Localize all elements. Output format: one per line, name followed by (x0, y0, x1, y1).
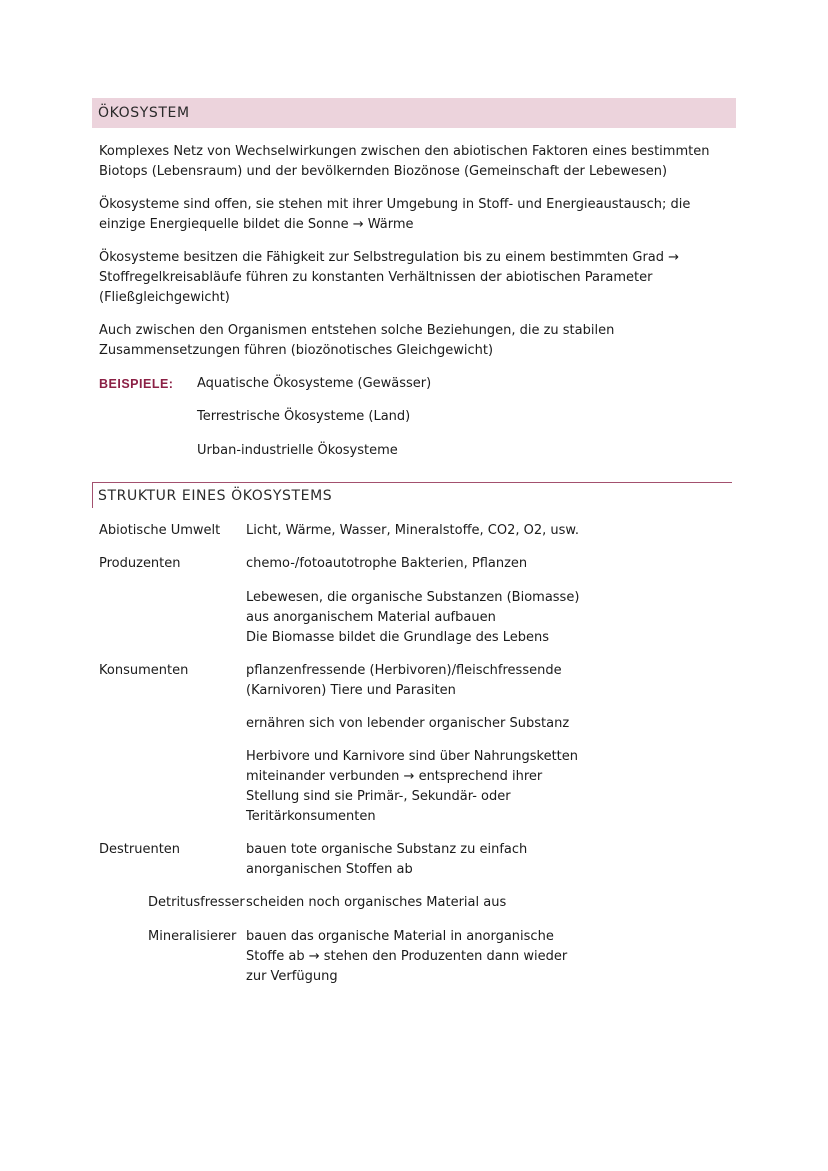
text-line: Die Biomasse bildet die Grundlage des Lebens (246, 630, 550, 645)
definition-mineralisierer (246, 927, 606, 987)
text-line: Komplexes Netz von Wechselwirkungen zwischen den abiotischen Faktoren eines bestimmten (99, 144, 710, 159)
text-line: aus anorganischem Material aufbauen (246, 610, 496, 625)
definition-produzenten-2 (246, 588, 606, 648)
text-line: Herbivore und Karnivore sind über Nahrungsketten (246, 749, 578, 764)
text-line: Teritärkonsumenten (246, 809, 376, 824)
text-line: (Karnivoren) Tiere und Parasiten (246, 683, 456, 698)
text-line: pflanzenfressende (Herbivoren)/fleischfressende (246, 663, 562, 678)
text-line: zur Verfügung (246, 969, 338, 984)
text-line: einzige Energiequelle bildet die Sonne → Wärme (99, 217, 414, 232)
paragraph-gleichgewicht (99, 321, 739, 361)
paragraph-definition (99, 142, 739, 182)
section-heading-struktur: STRUKTUR EINES ÖKOSYSTEMS (92, 482, 732, 508)
definition-detritusfresser (246, 893, 606, 913)
beispiel-item: Urban-industrielle Ökosysteme (197, 443, 398, 458)
text-line: Ökosysteme sind offen, sie stehen mit ihrer Umgebung in Stoff- und Energieaustausch; die (99, 197, 691, 212)
text-line: Lebewesen, die organische Substanzen (Biomasse) (246, 590, 580, 605)
text-line: bauen das organische Material in anorganische (246, 929, 554, 944)
beispiele-label: BEISPIELE: (99, 377, 174, 391)
text-line: Zusammensetzungen führen (biozönotisches Gleichgewicht) (99, 343, 494, 358)
text-line: ernähren sich von lebender organischer Substanz (246, 716, 570, 731)
term-abiotische-umwelt: Abiotische Umwelt (99, 523, 221, 538)
text-line: scheiden noch organisches Material aus (246, 895, 507, 910)
term-produzenten: Produzenten (99, 556, 181, 571)
text-line: Licht, Wärme, Wasser, Mineralstoffe, CO2, O2, usw. (246, 523, 580, 538)
term-konsumenten: Konsumenten (99, 663, 189, 678)
term-mineralisierer: Mineralisierer (148, 929, 237, 944)
beispiel-item: Aquatische Ökosysteme (Gewässer) (197, 376, 432, 391)
beispiel-item: Terrestrische Ökosysteme (Land) (197, 409, 411, 424)
text-line: Stoffregelkreisabläufe führen zu konstanten Verhältnissen der abiotischen Parameter (99, 270, 653, 285)
term-destruenten: Destruenten (99, 842, 181, 857)
text-line: anorganischen Stoffen ab (246, 862, 413, 877)
definition-abiotische-umwelt (246, 521, 606, 541)
text-line: (Fließgleichgewicht) (99, 290, 230, 305)
text-line: miteinander verbunden → entsprechend ihrer (246, 769, 543, 784)
text-line: chemo-/fotoautotrophe Bakterien, Pflanzen (246, 556, 528, 571)
definition-produzenten-1 (246, 554, 606, 574)
paragraph-selbstregulation (99, 248, 739, 308)
definition-konsumenten-3 (246, 747, 606, 827)
text-line: bauen tote organische Substanz zu einfach (246, 842, 528, 857)
text-line: Stellung sind sie Primär-, Sekundär- oder (246, 789, 511, 804)
paragraph-offene-systeme (99, 195, 739, 235)
definition-destruenten (246, 840, 606, 880)
text-line: Biotops (Lebensraum) und der bevölkernden Biozönose (Gemeinschaft der Lebewesen) (99, 164, 668, 179)
definition-konsumenten-2 (246, 714, 606, 734)
text-line: Stoffe ab → stehen den Produzenten dann wieder (246, 949, 568, 964)
definition-konsumenten-1 (246, 661, 606, 701)
text-line: Ökosysteme besitzen die Fähigkeit zur Selbstregulation bis zu einem bestimmten Grad → (99, 250, 680, 265)
section-heading-oekosystem: ÖKOSYSTEM (92, 98, 736, 128)
term-detritusfresser: Detritusfresser (148, 895, 245, 910)
text-line: Auch zwischen den Organismen entstehen solche Beziehungen, die zu stabilen (99, 323, 615, 338)
